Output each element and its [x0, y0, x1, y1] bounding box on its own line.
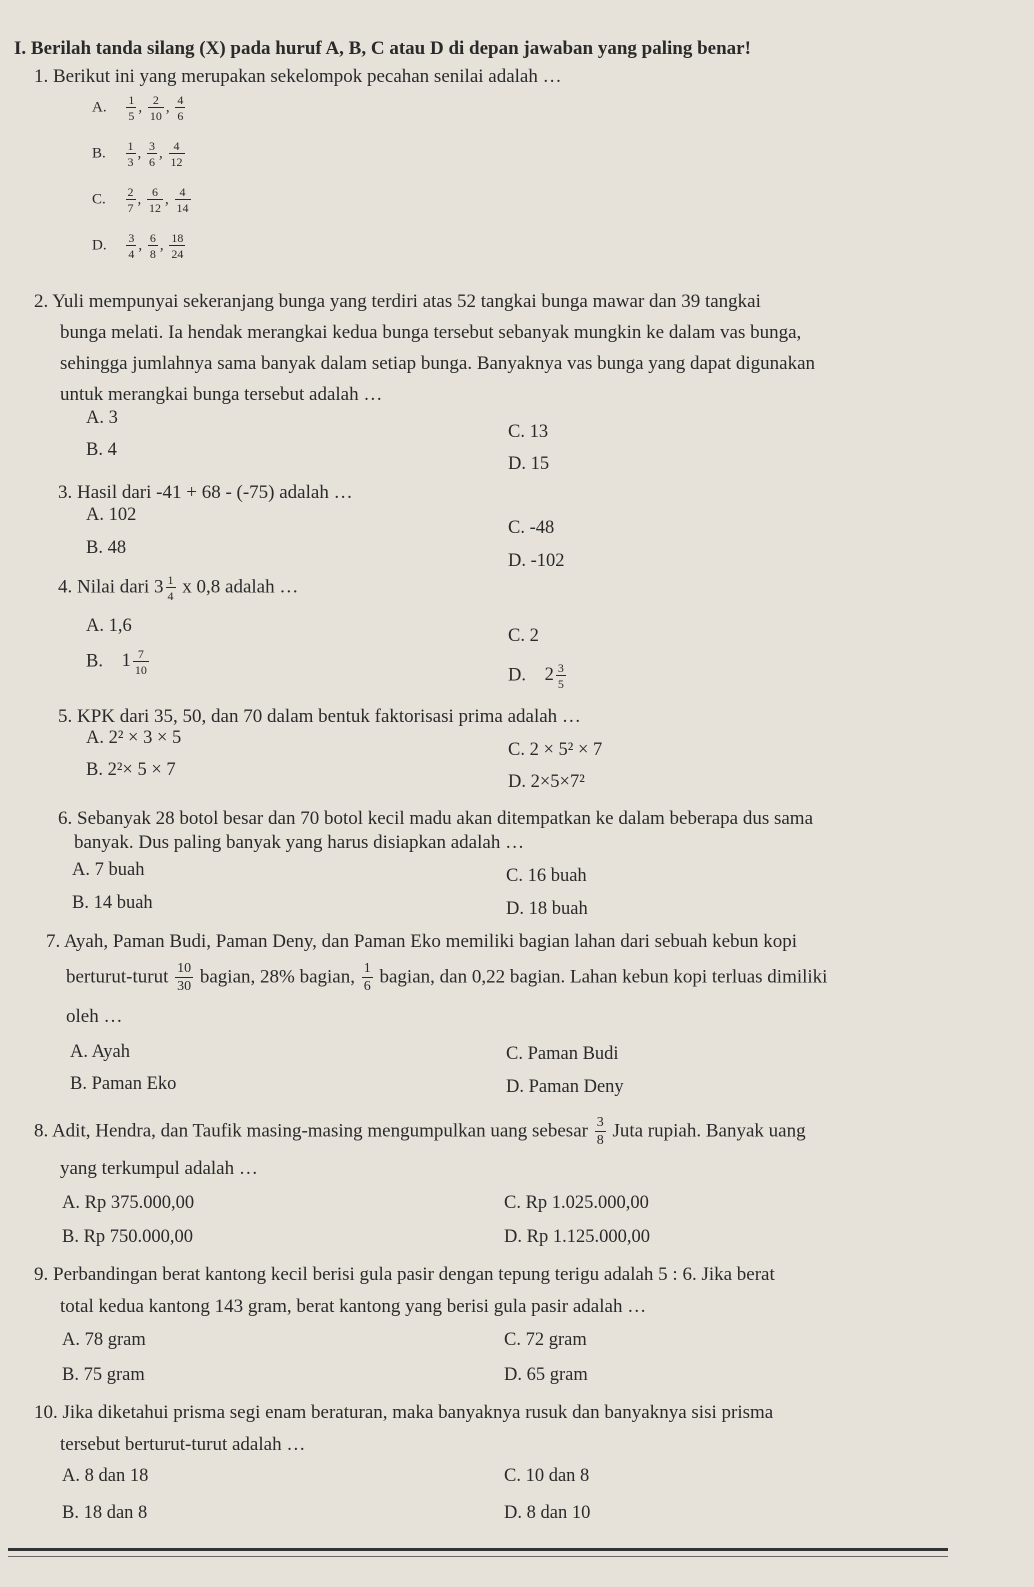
q4-option-d-whole: 2 — [544, 665, 554, 686]
q6-option-a[interactable]: A. 7 buah — [72, 860, 145, 880]
q7-fraction-2: $\frac{1}{6}$ — [363, 961, 371, 994]
q2-option-b[interactable]: B. 4 — [86, 440, 117, 460]
q1-d-fraction-3: $\frac{18}{24}$ — [171, 231, 184, 261]
q5-option-b[interactable]: B. 2²× 5 × 7 — [86, 760, 176, 780]
q8-line1-pre: 8. Adit, Hendra, dan Taufik masing-masing mengumpulkan uang sebesar — [34, 1120, 588, 1142]
q4-option-b[interactable] — [86, 648, 151, 676]
q4-option-b-fraction: $\frac{7}{10}$ — [134, 647, 147, 677]
q1-option-c-label: C. — [92, 191, 106, 208]
q4-stem-post: x 0,8 adalah … — [177, 576, 299, 598]
section-header: I. Berilah tanda silang (X) pada huruf A, B, C atau D di depan jawaban yang paling benar! — [14, 38, 751, 59]
q2-option-a[interactable]: A. 3 — [86, 408, 118, 428]
q7-option-c[interactable]: C. Paman Budi — [506, 1044, 619, 1064]
q3-option-b[interactable]: B. 48 — [86, 538, 127, 558]
q7-option-d[interactable]: D. Paman Deny — [506, 1077, 624, 1097]
q8-option-b[interactable]: B. Rp 750.000,00 — [62, 1227, 194, 1247]
q1-c-fraction-3: $\frac{4}{14}$ — [176, 185, 189, 215]
q5-option-a[interactable]: A. 2² × 3 × 5 — [86, 728, 182, 748]
q9-option-d[interactable]: D. 65 gram — [504, 1365, 588, 1385]
q8-line1-post: Juta rupiah. Banyak uang — [612, 1120, 806, 1142]
q7-line2-pre: berturut-turut — [66, 966, 169, 988]
q7-fraction-1: $\frac{10}{30}$ — [177, 961, 192, 994]
q1-option-b[interactable]: B. $\frac{1}{3}$ , $\frac{3}{6}$ , $\frac{4}{12}$ — [92, 139, 183, 169]
q4-option-d-label: D. — [508, 665, 526, 686]
question-10-line-2: tersebut berturut-turut adalah … — [60, 1434, 306, 1455]
q10-option-a[interactable]: A. 8 dan 18 — [62, 1466, 149, 1486]
bottom-divider-thin — [8, 1556, 948, 1557]
question-9-line-2: total kedua kantong 143 gram, berat kantong yang berisi gula pasir adalah … — [60, 1296, 647, 1317]
question-7-line-1: 7. Ayah, Paman Budi, Paman Deny, dan Paman Eko memiliki bagian lahan dari sebuah kebun kopi — [46, 931, 798, 952]
q1-option-d[interactable]: D. $\frac{3}{4}$ , $\frac{6}{8}$ , $\frac{18}{24}$ — [92, 231, 184, 261]
question-2-line-4: untuk merangkai bunga tersebut adalah … — [60, 384, 383, 405]
q9-option-a[interactable]: A. 78 gram — [62, 1330, 146, 1350]
question-3-stem: 3. Hasil dari -41 + 68 - (-75) adalah … — [58, 482, 353, 503]
q10-option-d[interactable]: D. 8 dan 10 — [504, 1503, 591, 1523]
question-7-line-2 — [66, 962, 827, 994]
q1-b-fraction-1: $\frac{1}{3}$ — [127, 139, 134, 169]
q7-line2-mid: bagian, 28% bagian, — [199, 966, 355, 988]
q4-option-d[interactable] — [508, 662, 568, 690]
q3-option-d[interactable]: D. -102 — [508, 551, 565, 571]
q2-option-c[interactable]: C. 13 — [508, 422, 549, 442]
q4-option-c[interactable]: C. 2 — [508, 626, 539, 646]
question-7-line-3: oleh … — [66, 1006, 123, 1027]
q9-option-b[interactable]: B. 75 gram — [62, 1365, 145, 1385]
q1-option-b-label: B. — [92, 145, 106, 162]
q6-option-d[interactable]: D. 18 buah — [506, 899, 588, 919]
q1-option-a[interactable]: A. $\frac{1}{5}$ , $\frac{2}{10}$ , $\frac{4}{6}$ — [92, 93, 184, 123]
q3-option-a[interactable]: A. 102 — [86, 505, 137, 525]
question-8-line-2: yang terkumpul adalah … — [60, 1158, 258, 1179]
q1-c-fraction-2: $\frac{6}{12}$ — [149, 185, 162, 215]
q8-option-a[interactable]: A. Rp 375.000,00 — [62, 1193, 195, 1213]
q1-a-fraction-1: $\frac{1}{5}$ — [128, 93, 135, 123]
q7-line2-post: bagian, dan 0,22 bagian. Lahan kebun kopi terluas dimiliki — [379, 966, 828, 988]
q3-option-c[interactable]: C. -48 — [508, 518, 555, 538]
q1-a-fraction-3: $\frac{4}{6}$ — [177, 93, 184, 123]
q9-option-c[interactable]: C. 72 gram — [504, 1330, 587, 1350]
q1-c-fraction-1: $\frac{2}{7}$ — [127, 185, 134, 215]
q1-option-d-label: D. — [92, 237, 107, 254]
q1-option-a-label: A. — [92, 99, 107, 116]
question-4-stem — [58, 574, 298, 602]
q10-option-c[interactable]: C. 10 dan 8 — [504, 1466, 590, 1486]
q5-option-d[interactable]: D. 2×5×7² — [508, 772, 585, 792]
q4-option-a[interactable]: A. 1,6 — [86, 616, 132, 636]
question-9-line-1: 9. Perbandingan berat kantong kecil berisi gula pasir dengan tepung terigu adalah 5 : 6. Jika berat — [34, 1264, 775, 1285]
q6-option-b[interactable]: B. 14 buah — [72, 893, 153, 913]
question-10-line-1: 10. Jika diketahui prisma segi enam beraturan, maka banyaknya rusuk dan banyaknya sisi prisma — [34, 1402, 774, 1423]
q8-option-d[interactable]: D. Rp 1.125.000,00 — [504, 1227, 650, 1247]
q1-option-c[interactable]: C. $\frac{2}{7}$ , $\frac{6}{12}$ , $\frac{4}{14}$ — [92, 185, 189, 215]
q4-option-b-label: B. — [86, 651, 103, 672]
q4-stem-fraction: $\frac{1}{4}$ — [167, 573, 174, 603]
q1-d-fraction-1: $\frac{3}{4}$ — [128, 231, 135, 261]
question-6-line-2: banyak. Dus paling banyak yang harus disiapkan adalah … — [74, 832, 525, 853]
q4-stem-pre: 4. Nilai dari 3 — [58, 576, 164, 598]
q2-option-d[interactable]: D. 15 — [508, 454, 550, 474]
question-2-line-2: bunga melati. Ia hendak merangkai kedua bunga tersebut sebanyak mungkin ke dalam vas bunga, — [60, 322, 802, 343]
q7-option-b[interactable]: B. Paman Eko — [70, 1074, 177, 1094]
question-5-stem: 5. KPK dari 35, 50, dan 70 dalam bentuk faktorisasi prima adalah … — [58, 706, 581, 727]
question-6-line-1: 6. Sebanyak 28 botol besar dan 70 botol kecil madu akan ditempatkan ke dalam beberapa dus sama — [58, 808, 814, 829]
question-8-line-1 — [34, 1116, 806, 1148]
q1-d-fraction-2: $\frac{6}{8}$ — [149, 231, 156, 261]
q1-b-fraction-3: $\frac{4}{12}$ — [170, 139, 183, 169]
q8-fraction: $\frac{3}{8}$ — [596, 1115, 604, 1148]
bottom-divider — [8, 1548, 948, 1551]
q4-option-d-fraction: $\frac{3}{5}$ — [557, 661, 564, 691]
q7-option-a[interactable]: A. Ayah — [70, 1042, 130, 1062]
question-2-line-3: sehingga jumlahnya sama banyak dalam setiap bunga. Banyaknya vas bunga yang dapat digunakan — [60, 353, 816, 374]
q6-option-c[interactable]: C. 16 buah — [506, 866, 587, 886]
q4-option-b-whole: 1 — [121, 651, 131, 672]
q1-a-fraction-2: $\frac{2}{10}$ — [149, 93, 162, 123]
q10-option-b[interactable]: B. 18 dan 8 — [62, 1503, 148, 1523]
q1-b-fraction-2: $\frac{3}{6}$ — [149, 139, 156, 169]
q5-option-c[interactable]: C. 2 × 5² × 7 — [508, 740, 603, 760]
question-2-line-1: 2. Yuli mempunyai sekeranjang bunga yang terdiri atas 52 tangkai bunga mawar dan 39 tangkai — [34, 291, 761, 312]
question-1-stem: 1. Berikut ini yang merupakan sekelompok pecahan senilai adalah … — [34, 66, 562, 87]
q8-option-c[interactable]: C. Rp 1.025.000,00 — [504, 1193, 649, 1213]
